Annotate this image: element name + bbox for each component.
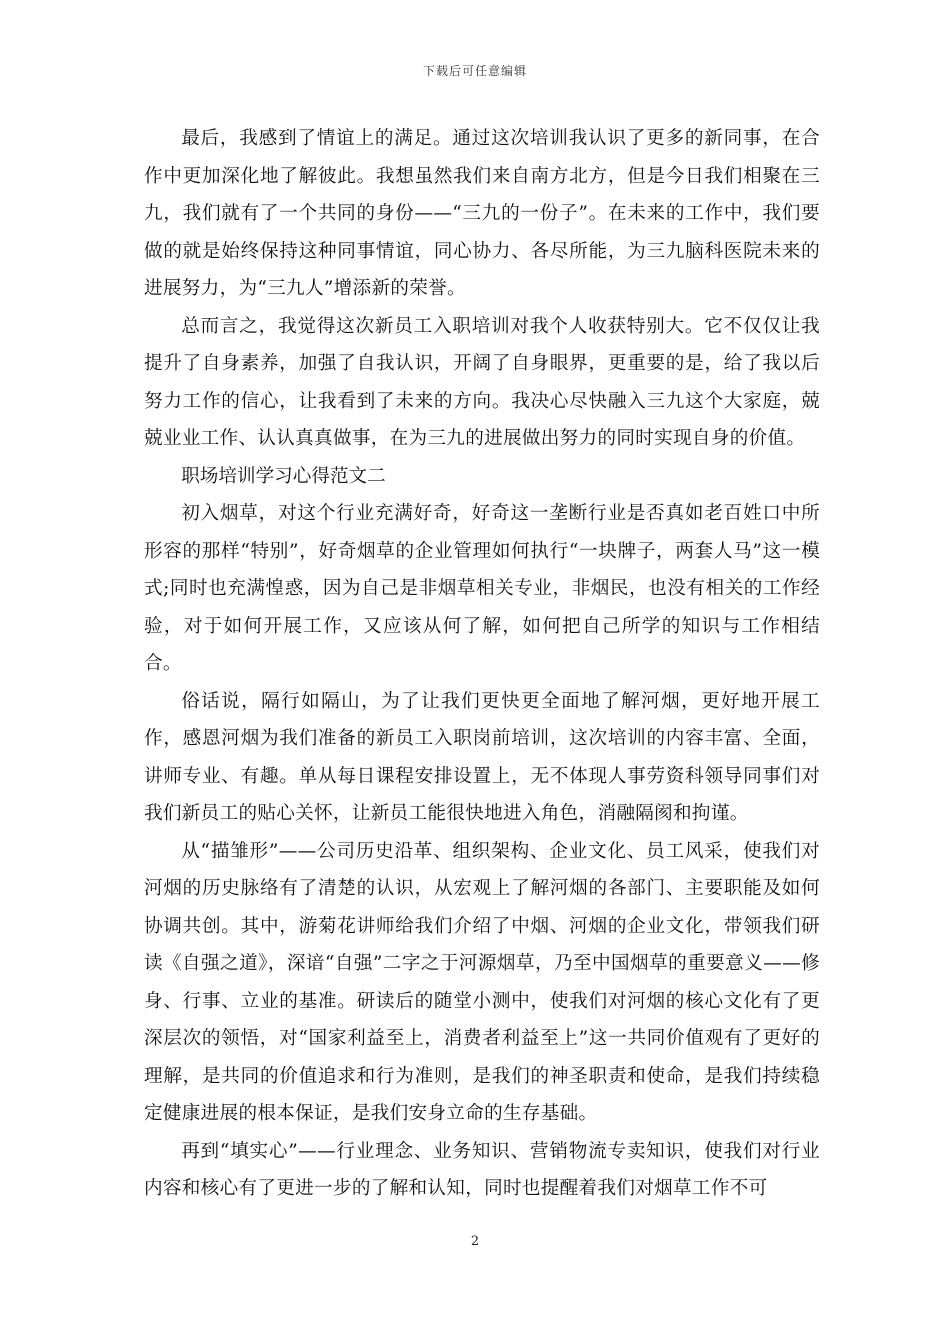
paragraph-3: 初入烟草，对这个行业充满好奇，好奇这一垄断行业是否真如老百姓口中所形容的那样“特别”，好奇烟草的企业管理如何执行“一块牌子，两套人马”这一模式;同时也充满惶惑，因为自己是非烟草相关专业，非烟民，也没有相关的工作经验，对于如何开展工作，又应该从何了解，如何把自己所学的知识与工作相结合。: [144, 503, 820, 674]
paragraph-4: 俗话说，隔行如隔山，为了让我们更快更全面地了解河烟，更好地开展工作，感恩河烟为我们准备的新员工入职岗前培训，这次培训的内容丰富、全面，讲师专业、有趣。单从每日课程安排设置上，无不体现人事劳资科领导同事们对我们新员工的贴心关怀，让新员工能很快地进入角色，消融隔阂和拘谨。: [144, 690, 820, 824]
paragraph-5: 从“描雏形”——公司历史沿革、组织架构、企业文化、员工风采，使我们对河烟的历史脉络有了清楚的认识，从宏观上了解河烟的各部门、主要职能及如何协调共创。其中，游菊花讲师给我们介绍了中烟、河烟的企业文化，带领我们研读《自强之道》，深谙“自强”二字之于河源烟草，乃至中国烟草的重要意义——修身、行事、立业的基准。研读后的随堂小测中，使我们对河烟的核心文化有了更深层次的领悟，对“国家利益至上，消费者利益至上”这一共同价值观有了更好的理解，是共同的价值追求和行为准则，是我们的神圣职责和使命，是我们持续稳定健康进展的根本保证，是我们安身立命的生存基础。: [144, 840, 820, 1124]
paragraph-6: 再到“填实心”——行业理念、业务知识、营销物流专卖知识，使我们对行业内容和核心有了更进一步的了解和认知，同时也提醒着我们对烟草工作不可: [144, 1140, 820, 1199]
paragraph-2: 总而言之，我觉得这次新员工入职培训对我个人收获特别大。它不仅仅让我提升了自身素养，加强了自我认识，开阔了自身眼界，更重要的是，给了我以后努力工作的信心，让我看到了未来的方向。我决心尽快融入三九这个大家庭，兢兢业业工作、认认真真做事，在为三九的进展做出努力的同时实现自身的价值。: [144, 315, 820, 449]
page-number: 2: [470, 1234, 480, 1249]
section-heading: 职场培训学习心得范文二: [181, 465, 386, 487]
paragraph-1: 最后，我感到了情谊上的满足。通过这次培训我认识了更多的新同事，在合作中更加深化地了解彼此。我想虽然我们来自南方北方，但是今日我们相聚在三九，我们就有了一个共同的身份——“三九的一份子”。在未来的工作中，我们要做的就是始终保持这种同事情谊，同心协力、各尽所能，为三九脑科医院未来的进展努力，为“三九人”增添新的荣誉。: [144, 128, 820, 299]
page-header: 下载后可任意编辑: [422, 64, 527, 78]
document-body: [144, 120, 820, 1208]
